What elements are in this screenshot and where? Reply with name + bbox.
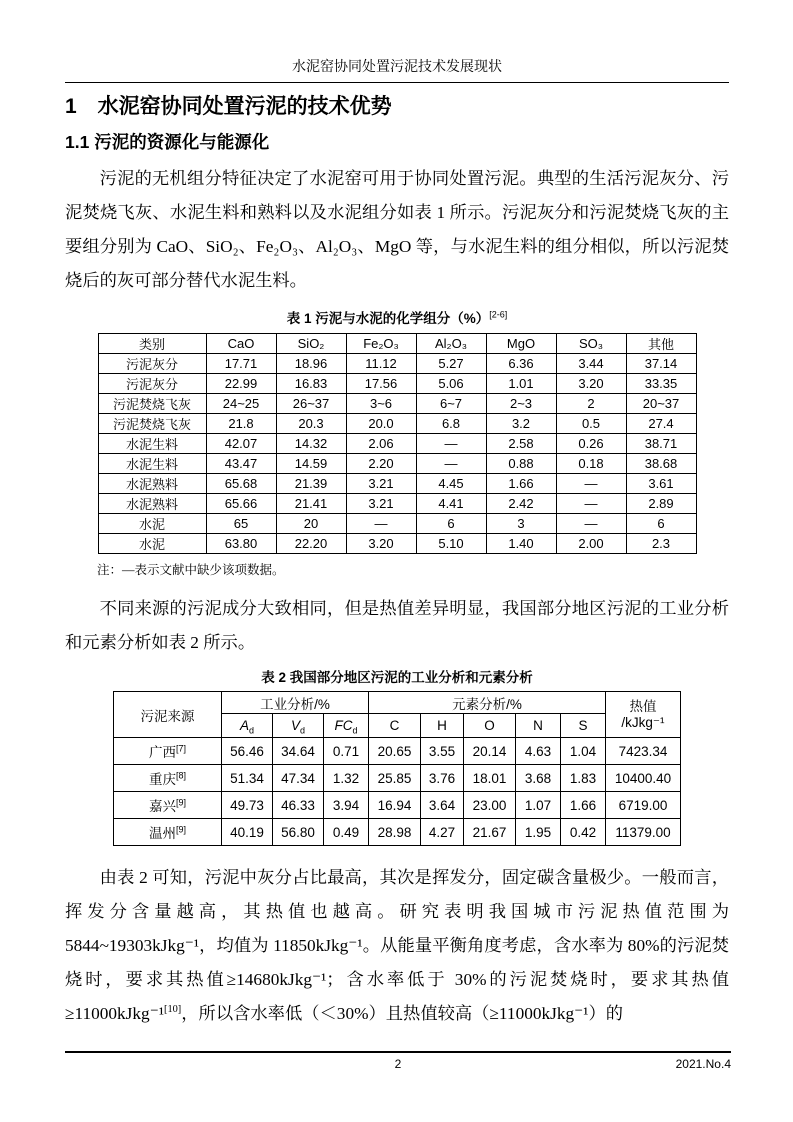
table-cell: 1.83 [561,765,606,792]
table-cell: 38.71 [626,434,696,454]
table-cell: — [346,514,416,534]
table-cell: — [556,514,626,534]
table-cell: 3.94 [324,792,369,819]
table-cell: 3.21 [346,474,416,494]
table-cell: 46.33 [273,792,324,819]
table-row [114,792,681,819]
table-cell: 2.06 [346,434,416,454]
table1-header [98,334,696,354]
table-cell: 3.64 [421,792,464,819]
table-cell: 0.18 [556,454,626,474]
table-cell: 65 [206,514,276,534]
column-header-cell: MgO [486,334,556,354]
table-cell: 水泥熟料 [98,494,206,514]
table-row [98,374,696,394]
table2-ultimate-group-header: 元素分析/% [369,692,606,714]
table-cell: 20.14 [464,738,516,765]
table-cell: 5.27 [416,354,486,374]
table-cell: 20 [276,514,346,534]
table-cell: 20.3 [276,414,346,434]
table-cell: 广西[7] [114,738,222,765]
table-cell: 3.21 [346,494,416,514]
column-header-cell: Al₂O₃ [416,334,486,354]
column-header-cell: H [421,714,464,738]
table-cell: 0.88 [486,454,556,474]
table-cell: 11379.00 [606,819,681,846]
table-cell: 1.01 [486,374,556,394]
table-cell: 51.34 [222,765,273,792]
table-cell: 1.66 [561,792,606,819]
table-cell: 0.49 [324,819,369,846]
table-cell: 水泥生料 [98,434,206,454]
table2-heat-value-header [606,692,681,738]
table-cell: 2 [556,394,626,414]
table-cell: 6719.00 [606,792,681,819]
table-cell: 47.34 [273,765,324,792]
table-cell: 20.0 [346,414,416,434]
table-cell: 水泥 [98,534,206,554]
table-cell: 25.85 [369,765,421,792]
table-row [98,434,696,454]
table-cell: 6~7 [416,394,486,414]
table2-proximate-ultimate-analysis [113,691,681,846]
table1-header-row [98,334,696,354]
table-cell: 18.01 [464,765,516,792]
table-cell: 2.58 [486,434,556,454]
table-cell: 3 [486,514,556,534]
running-title: 水泥窑协同处置污泥技术发展现状 [65,0,729,83]
table-cell: 17.56 [346,374,416,394]
table-cell: 56.46 [222,738,273,765]
table2-caption: 表 2 我国部分地区污泥的工业分析和元素分析 [261,670,533,685]
table-cell: — [416,454,486,474]
table-cell: 26~37 [276,394,346,414]
table-cell: 23.00 [464,792,516,819]
section-1-1-heading: 1.1 污泥的资源化与能源化 [65,132,270,152]
table-cell: 43.47 [206,454,276,474]
column-header-cell: Fe₂O₃ [346,334,416,354]
table-cell: 6 [626,514,696,534]
table-cell: 0.5 [556,414,626,434]
table-cell: 污泥焚烧飞灰 [98,394,206,414]
table1-note: 注：—表示文献中缺少该项数据。 [97,563,285,577]
table-cell: 1.04 [561,738,606,765]
table-row [98,454,696,474]
footer-rule [65,1051,731,1071]
table-cell: 21.8 [206,414,276,434]
table-cell: 20.65 [369,738,421,765]
table-cell: 24~25 [206,394,276,414]
table-cell: 56.80 [273,819,324,846]
table-cell: 0.42 [561,819,606,846]
table-cell: 33.35 [626,374,696,394]
table-cell: — [556,474,626,494]
table-row [98,414,696,434]
table-row [114,819,681,846]
table-row [98,354,696,374]
table-cell: 2.20 [346,454,416,474]
table-cell: 3.20 [346,534,416,554]
column-header-cell: C [369,714,421,738]
table-cell: — [556,494,626,514]
table-cell: 22.99 [206,374,276,394]
table-cell: 3.20 [556,374,626,394]
page-number: 2 [394,1057,402,1071]
table-cell: 14.59 [276,454,346,474]
table-cell: 4.27 [421,819,464,846]
table-cell: 17.71 [206,354,276,374]
table-cell: 14.32 [276,434,346,454]
table-cell: 3.68 [516,765,561,792]
table-cell: 4.41 [416,494,486,514]
footer [65,1053,731,1071]
table-cell: 27.4 [626,414,696,434]
table-cell: 20~37 [626,394,696,414]
page-content [65,0,729,1031]
table-row [98,394,696,414]
table-cell: 3.44 [556,354,626,374]
table-cell: 污泥灰分 [98,354,206,374]
table-cell: 40.19 [222,819,273,846]
table-cell: 0.26 [556,434,626,454]
column-header-cell: $A_d$ [222,714,273,738]
table-cell: 6 [416,514,486,534]
table2-proximate-group-header: 工业分析/% [222,692,369,714]
column-header-cell: $V_d$ [273,714,324,738]
table-cell: — [416,434,486,454]
table-cell: 49.73 [222,792,273,819]
table-cell: 16.83 [276,374,346,394]
table-cell: 1.66 [486,474,556,494]
column-header-cell: $FC_d$ [324,714,369,738]
table-cell: 4.63 [516,738,561,765]
table-cell: 3.2 [486,414,556,434]
table-cell: 37.14 [626,354,696,374]
column-header-cell: SiO₂ [276,334,346,354]
table-cell: 63.80 [206,534,276,554]
table-cell: 3.61 [626,474,696,494]
column-header-cell: 其他 [626,334,696,354]
column-header-cell: N [516,714,561,738]
table-cell: 5.06 [416,374,486,394]
table-cell: 65.68 [206,474,276,494]
table-row [98,534,696,554]
table-cell: 2~3 [486,394,556,414]
table-cell: 18.96 [276,354,346,374]
table1-caption-text: 表 1 污泥与水泥的化学组分（%） [286,311,490,326]
table-cell: 42.07 [206,434,276,454]
table-cell: 7423.34 [606,738,681,765]
table2-group-header-row [114,692,681,714]
table-cell: 38.68 [626,454,696,474]
table-cell: 水泥熟料 [98,474,206,494]
table-cell: 嘉兴[9] [114,792,222,819]
table-row [114,765,681,792]
paragraph-2: 不同来源的污泥成分大致相同，但是热值差异明显，我国部分地区污泥的工业分析和元素分析如表 2 所示。 [65,599,729,652]
heat-value-unit: /kJkg⁻¹ [621,714,665,730]
table-cell: 3~6 [346,394,416,414]
column-header-cell: S [561,714,606,738]
table-cell: 1.95 [516,819,561,846]
table2-header [114,692,681,738]
table-cell: 65.66 [206,494,276,514]
table-cell: 28.98 [369,819,421,846]
table-cell: 11.12 [346,354,416,374]
table-cell: 1.07 [516,792,561,819]
issue-number: 2021.No.4 [675,1057,731,1071]
table-row [114,738,681,765]
table-cell: 2.00 [556,534,626,554]
column-header-cell: O [464,714,516,738]
table1-chemical-composition [98,333,697,554]
table-cell: 1.40 [486,534,556,554]
section-1-heading: 1 水泥窑协同处置污泥的技术优势 [65,95,392,118]
table-cell: 0.71 [324,738,369,765]
table-cell: 22.20 [276,534,346,554]
column-header-cell: 类别 [98,334,206,354]
table-cell: 6.36 [486,354,556,374]
table-cell: 16.94 [369,792,421,819]
column-header-cell: SO₃ [556,334,626,354]
table-cell: 21.39 [276,474,346,494]
heat-value-label: 热值 [629,698,657,714]
table-cell: 21.67 [464,819,516,846]
table-row [98,494,696,514]
paragraph-3: 由表 2 可知，污泥中灰分占比最高，其次是挥发分，固定碳含量极少。一般而言，挥发分含量越高，其热值也越高。研究表明我国城市污泥热值范围为5844~19303kJkg⁻¹，均值为 11850kJkg⁻¹。从能量平衡角度考虑，含水率为 80%的污泥焚烧时，要求其热值≥14680kJkg⁻¹；含水率低于 30%的污泥焚烧时，要求其热值≥11000kJkg⁻¹[10]，所以含水率低（＜30%）且热值较高（≥11000kJkg⁻¹）的 [65,868,729,1023]
table2-body [114,738,681,846]
table-cell: 水泥生料 [98,454,206,474]
table-cell: 5.10 [416,534,486,554]
table1-body [98,354,696,554]
table-cell: 1.32 [324,765,369,792]
table1-caption-ref: [2-6] [489,309,508,320]
table-cell: 污泥灰分 [98,374,206,394]
table-row [98,474,696,494]
table-cell: 3.76 [421,765,464,792]
table-cell: 4.45 [416,474,486,494]
table-cell: 21.41 [276,494,346,514]
table-row [98,514,696,534]
paragraph-1: 污泥的无机组分特征决定了水泥窑可用于协同处置污泥。典型的生活污泥灰分、污泥焚烧飞灰、水泥生料和熟料以及水泥组分如表 1 所示。污泥灰分和污泥焚烧飞灰的主要组分别为 CaO、SiO₂、Fe₂O₃、Al₂O₃、MgO 等，与水泥生料的组分相似，所以污泥焚烧后的灰可部分替代水泥生料。 [65,169,729,290]
table-cell: 2.3 [626,534,696,554]
table2-source-header: 污泥来源 [114,692,222,738]
table-cell: 水泥 [98,514,206,534]
table-cell: 3.55 [421,738,464,765]
table1-caption [65,310,729,327]
table-cell: 10400.40 [606,765,681,792]
table-cell: 污泥焚烧飞灰 [98,414,206,434]
table-cell: 重庆[8] [114,765,222,792]
table-cell: 6.8 [416,414,486,434]
column-header-cell: CaO [206,334,276,354]
table-cell: 2.89 [626,494,696,514]
table-cell: 34.64 [273,738,324,765]
table-cell: 2.42 [486,494,556,514]
table-cell: 温州[9] [114,819,222,846]
